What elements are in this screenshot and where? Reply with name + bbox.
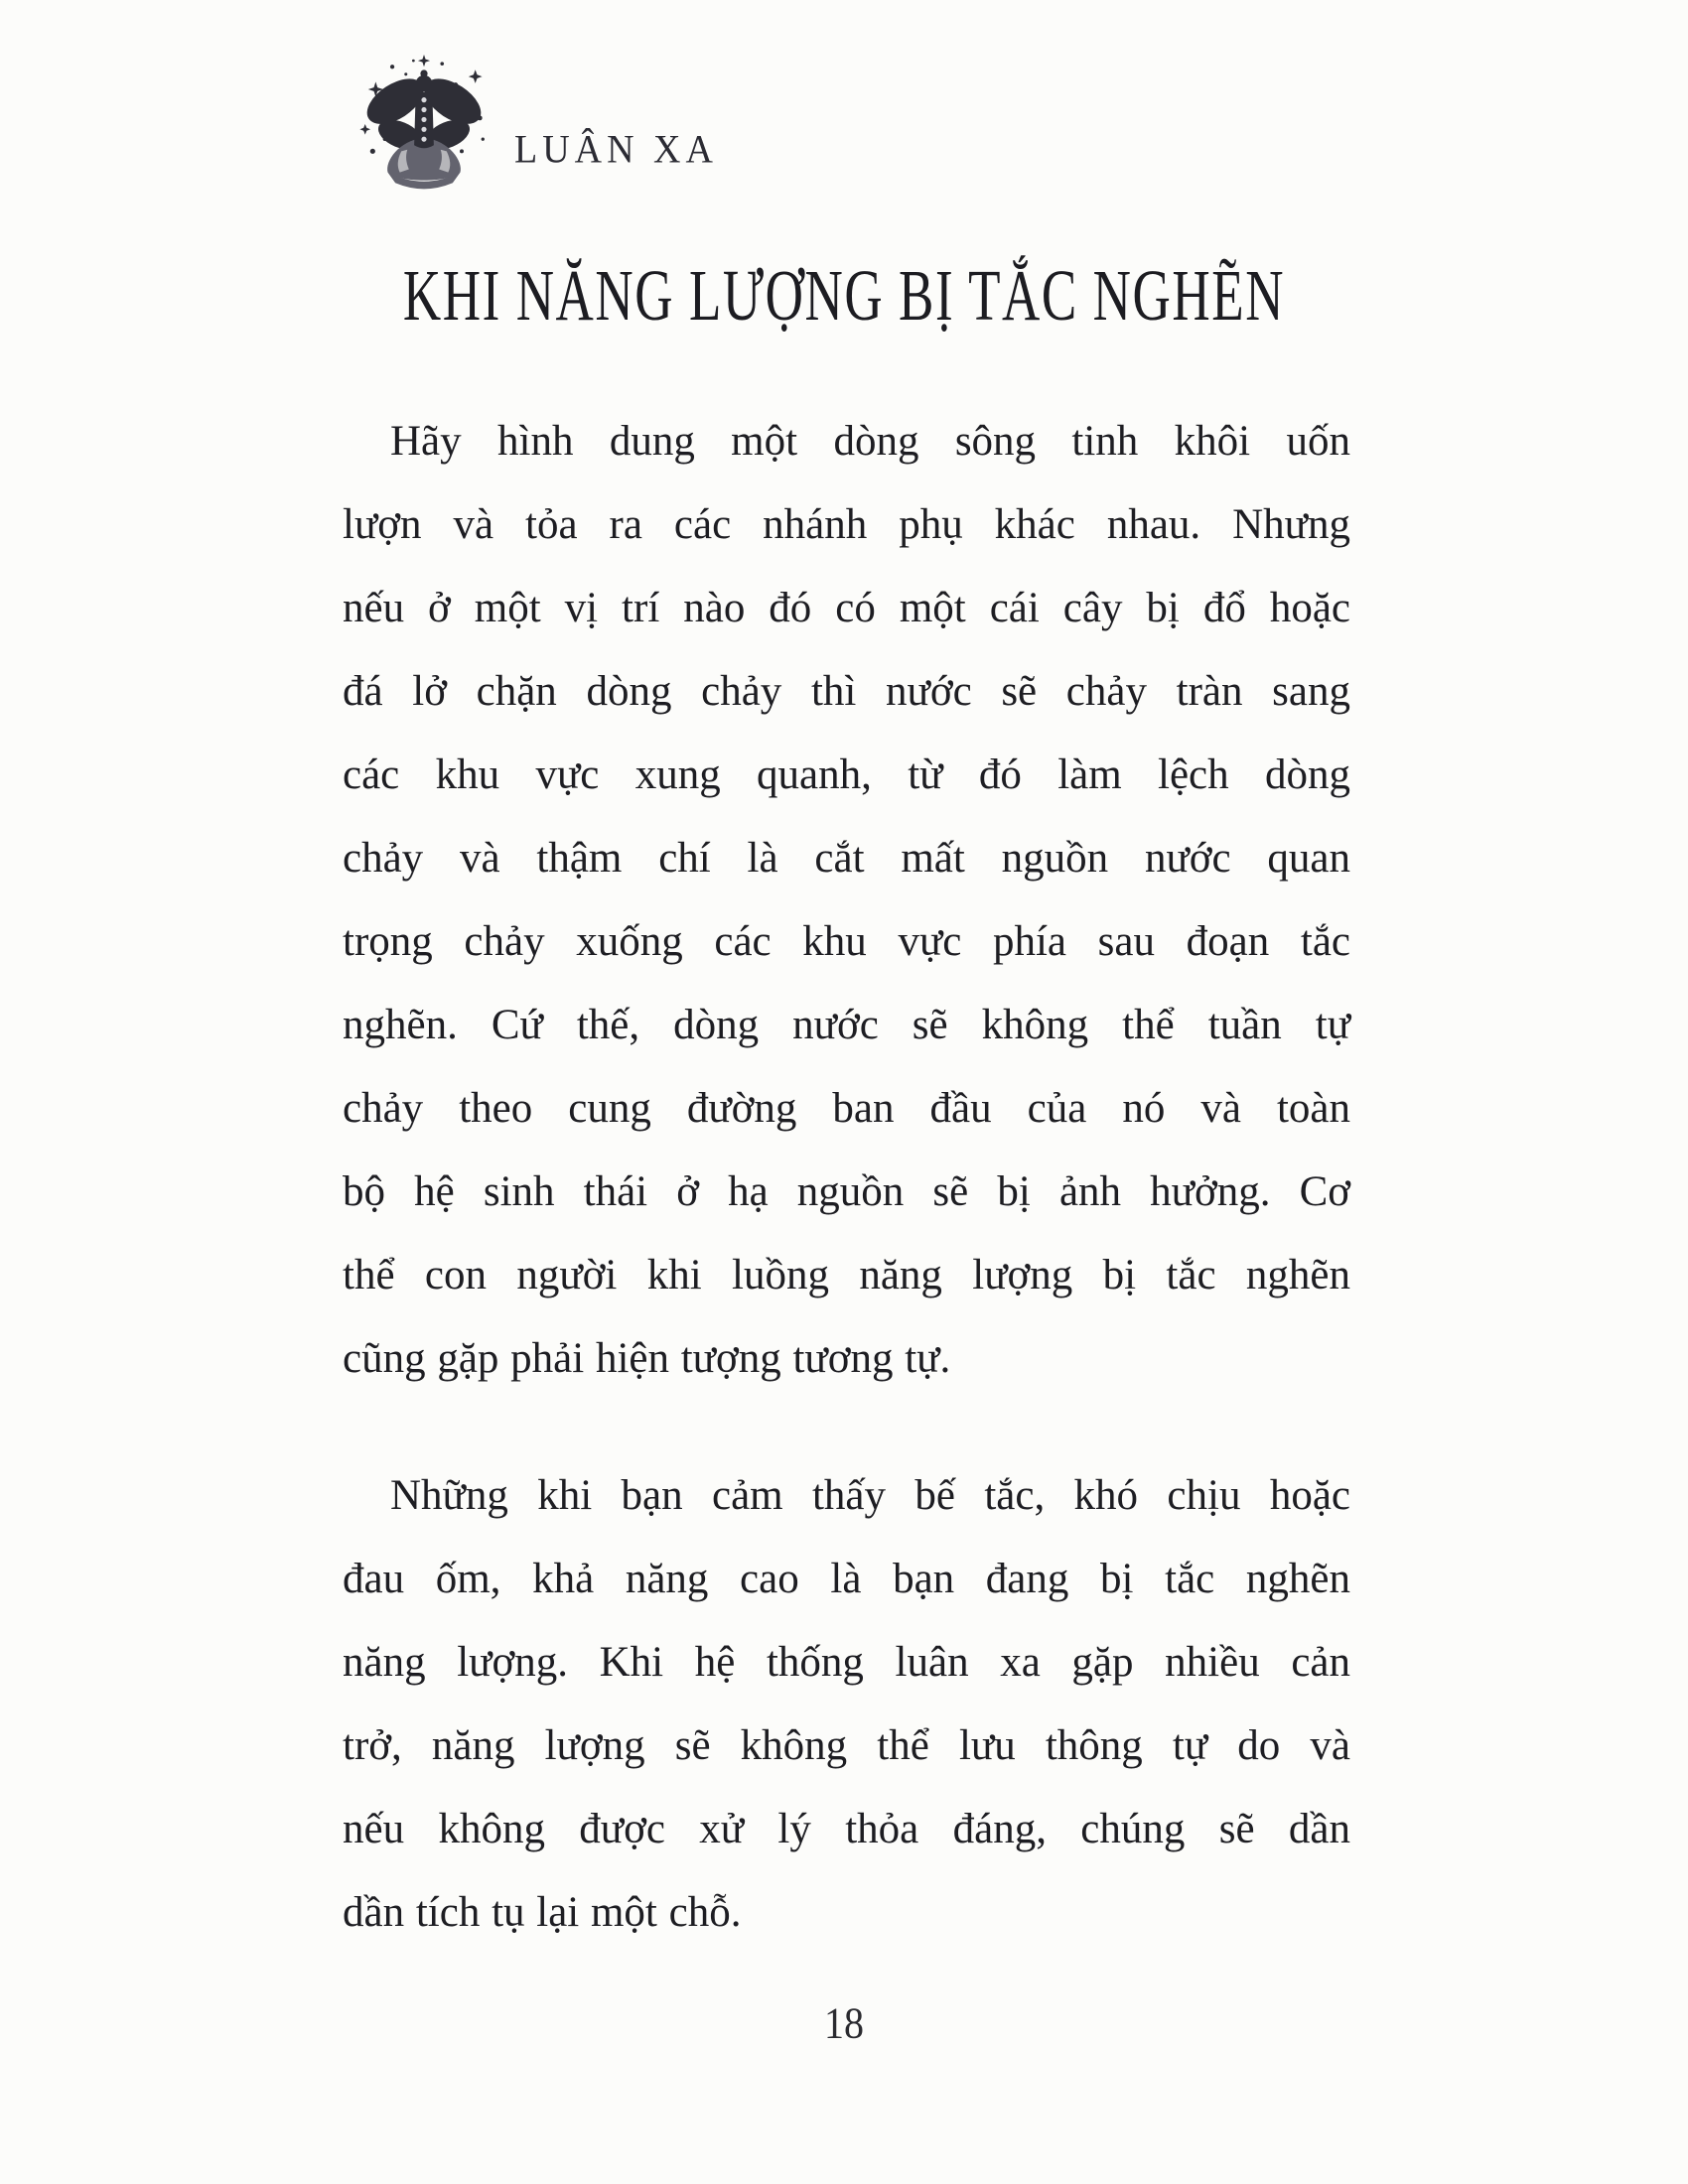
body-line: nếu không được xử lý thỏa đáng, chúng sẽ dần	[343, 1806, 1350, 1852]
body-line: chảy và thậm chí là cắt mất nguồn nước quan	[343, 835, 1350, 882]
body-text	[343, 400, 1350, 1955]
body-line: dần tích tụ lại một chỗ.	[343, 1889, 742, 1936]
body-line: nghẽn. Cứ thế, dòng nước sẽ không thể tuần tự	[343, 1002, 1350, 1048]
body-line: trở, năng lượng sẽ không thể lưu thông tự do và	[343, 1722, 1350, 1769]
body-line: đá lở chặn dòng chảy thì nước sẽ chảy tràn sang	[343, 668, 1350, 715]
page-header	[355, 52, 951, 210]
butterfly-meditation-logo-icon	[355, 52, 492, 203]
body-line: thể con người khi luồng năng lượng bị tắc nghẽn	[343, 1252, 1350, 1298]
paragraph-1	[343, 400, 1350, 1401]
body-line: chảy theo cung đường ban đầu của nó và toàn	[343, 1085, 1350, 1132]
body-line: năng lượng. Khi hệ thống luân xa gặp nhiều cản	[343, 1639, 1350, 1686]
body-line: trọng chảy xuống các khu vực phía sau đoạn tắc	[343, 918, 1350, 965]
body-line: lượn và tỏa ra các nhánh phụ khác nhau. Nhưng	[343, 501, 1350, 548]
body-line: các khu vực xung quanh, từ đó làm lệch dòng	[343, 751, 1350, 798]
body-line: Hãy hình dung một dòng sông tinh khôi uốn	[390, 418, 1350, 465]
page-number: 18	[824, 1998, 864, 2048]
paragraph-2	[343, 1454, 1350, 1955]
body-line: Những khi bạn cảm thấy bế tắc, khó chịu hoặc	[390, 1472, 1350, 1519]
body-line: nếu ở một vị trí nào đó có một cái cây bị đổ hoặc	[343, 585, 1350, 631]
body-line: đau ốm, khả năng cao là bạn đang bị tắc nghẽn	[343, 1556, 1350, 1602]
body-line: cũng gặp phải hiện tượng tương tự.	[343, 1335, 951, 1382]
chapter-title: KHI NĂNG LƯỢNG BỊ TẮC NGHẼN	[402, 254, 1286, 337]
brand-text: LUÂN XA	[514, 128, 718, 173]
body-line: bộ hệ sinh thái ở hạ nguồn sẽ bị ảnh hưởng. Cơ	[343, 1168, 1350, 1215]
